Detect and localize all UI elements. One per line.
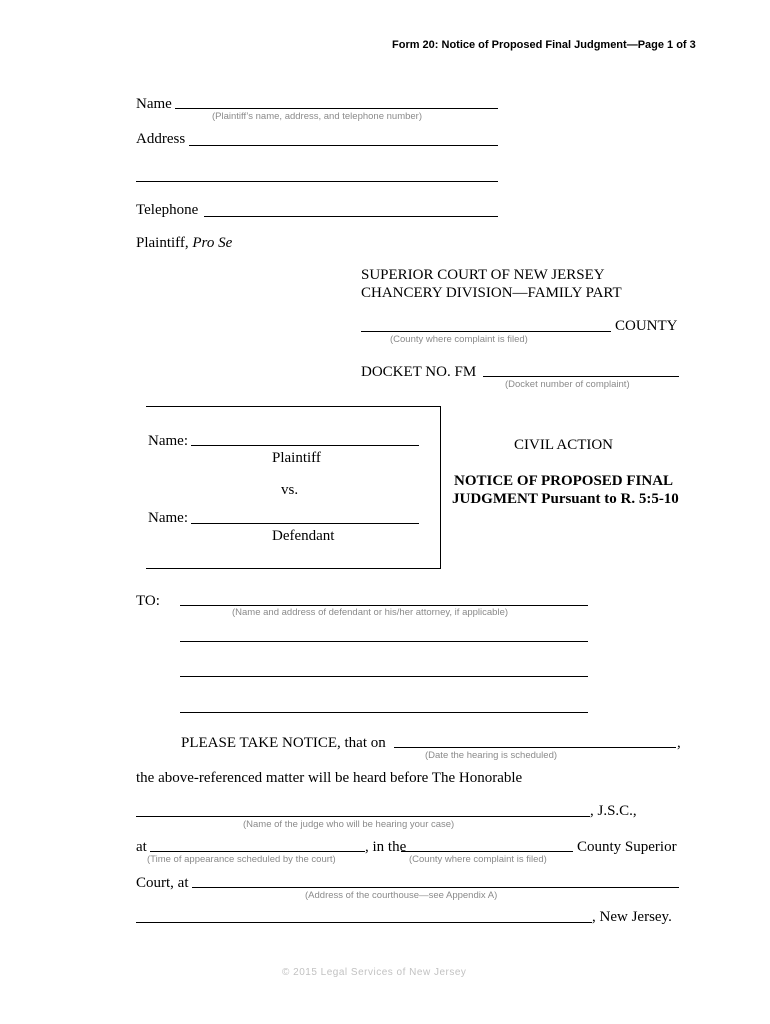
plaintiff-pro-se xyxy=(136,234,232,252)
courthouse-address-field-line-2[interactable] xyxy=(136,922,592,923)
versus-label: vs. xyxy=(281,482,299,498)
time-hint: (Time of appearance scheduled by the court) xyxy=(147,854,336,865)
docket-label: DOCKET NO. FM xyxy=(361,364,477,380)
address-field-line-2[interactable] xyxy=(136,181,498,182)
to-field-line-3[interactable] xyxy=(180,676,588,677)
form-title: Form 20: Notice of Proposed Final Judgment—Page 1 of 3 xyxy=(392,39,696,51)
name-hint: (Plaintiff’s name, address, and telephone number) xyxy=(212,111,423,122)
plaintiff-caption: Plaintiff xyxy=(272,450,321,466)
courthouse-address-field[interactable] xyxy=(192,887,679,888)
defendant-name-label: Name: xyxy=(148,510,188,526)
date-comma: , xyxy=(677,735,681,751)
notice-title-line-1: NOTICE OF PROPOSED FINAL xyxy=(454,473,674,489)
defendant-caption: Defendant xyxy=(272,528,335,544)
court-name-line-2: CHANCERY DIVISION—FAMILY PART xyxy=(361,285,622,301)
pro-se-label: Pro Se xyxy=(192,235,233,251)
telephone-field[interactable] xyxy=(204,216,498,217)
plaintiff-name-label: Name: xyxy=(148,433,188,449)
county-field[interactable] xyxy=(361,331,611,332)
judge-name-field[interactable] xyxy=(136,816,590,817)
plaintiff-label: Plaintiff, xyxy=(136,235,193,251)
court-at-label: Court, at xyxy=(136,875,189,891)
county-superior-label: County Superior xyxy=(577,839,677,855)
county-hint: (County where complaint is filed) xyxy=(390,334,528,345)
hearing-county-field[interactable] xyxy=(401,851,573,852)
in-the-label: , in the xyxy=(365,839,407,855)
copyright-footer: © 2015 Legal Services of New Jersey xyxy=(282,967,467,978)
at-label: at xyxy=(136,839,147,855)
plaintiff-name-field[interactable] xyxy=(191,445,419,446)
appearance-time-field[interactable] xyxy=(150,851,365,852)
civil-action-heading: CIVIL ACTION xyxy=(514,437,614,453)
docket-field[interactable] xyxy=(483,376,679,377)
name-field[interactable] xyxy=(175,108,498,109)
to-hint: (Name and address of defendant or his/her attorney, if applicable) xyxy=(232,607,509,618)
new-jersey-label: , New Jersey. xyxy=(592,909,672,925)
jsc-label: , J.S.C., xyxy=(590,803,637,819)
address-label: Address xyxy=(136,131,186,147)
to-field-line-1[interactable] xyxy=(180,605,588,606)
to-label: TO: xyxy=(136,593,160,609)
hearing-date-field[interactable] xyxy=(394,747,676,748)
docket-hint: (Docket number of complaint) xyxy=(505,379,630,390)
name-label: Name xyxy=(136,96,172,112)
address-field-line-1[interactable] xyxy=(189,145,498,146)
hearing-county-hint: (County where complaint is filed) xyxy=(409,854,547,865)
telephone-label: Telephone xyxy=(136,202,199,218)
judge-hint: (Name of the judge who will be hearing your case) xyxy=(243,819,455,830)
to-field-line-2[interactable] xyxy=(180,641,588,642)
date-hint: (Date the hearing is scheduled) xyxy=(425,750,558,761)
court-name-line-1: SUPERIOR COURT OF NEW JERSEY xyxy=(361,267,605,283)
please-take-notice: PLEASE TAKE NOTICE, that on xyxy=(181,735,386,751)
address-hint: (Address of the courthouse—see Appendix A) xyxy=(305,890,498,901)
heard-before-text: the above-referenced matter will be heard before The Honorable xyxy=(136,770,523,786)
defendant-name-field[interactable] xyxy=(191,523,419,524)
to-field-line-4[interactable] xyxy=(180,712,588,713)
county-label: COUNTY xyxy=(615,318,678,334)
notice-title-line-2: JUDGMENT Pursuant to R. 5:5-10 xyxy=(452,491,679,507)
